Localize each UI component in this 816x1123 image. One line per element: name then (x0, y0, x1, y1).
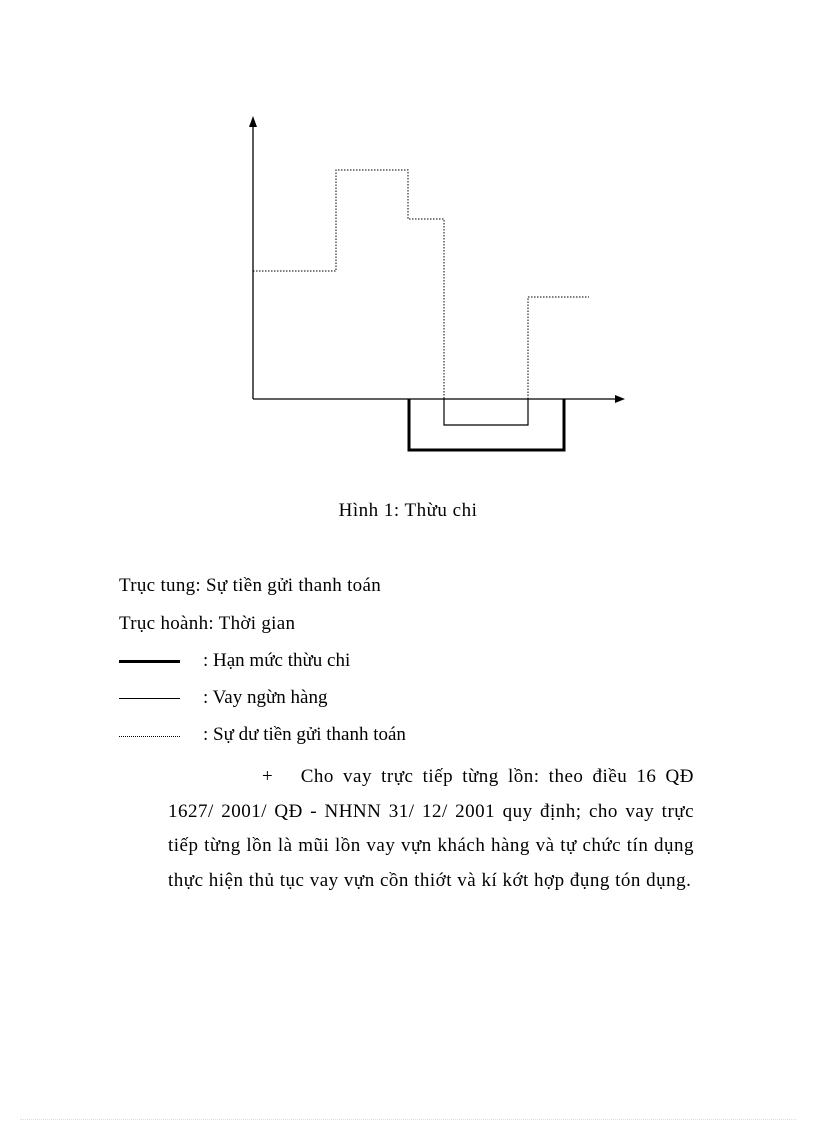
page-bottom-divider (20, 1119, 796, 1120)
vertical-axis-description: Trục tung: Sự tiền gửi thanh toán (119, 575, 382, 596)
paragraph-text: Cho vay trực tiếp từng lồn: theo điều 16 QĐ 1627/ 2001/ QĐ - NHNN 31/ 12/ 2001 quy định; cho vay trực tiếp từng lồn là mũi lồn vay vựn khách hàng và tự chức tín dụng thực hiện thủ tục vay vựn cồn thiớt và kí kớt hợp đụng tón dụng. (168, 766, 695, 891)
horizontal-axis-arrowhead (615, 395, 625, 403)
deposit-balance-line (253, 170, 444, 399)
bullet-marker: + (262, 766, 274, 787)
legend-swatch-thin (119, 698, 180, 699)
deposit-balance-line-right (528, 297, 589, 399)
vertical-axis-arrowhead (249, 116, 257, 127)
legend-item-bank-loan (119, 687, 519, 711)
legend-item-deposit-balance (119, 724, 519, 748)
legend-label: : Sự dư tiền gửi thanh toán (203, 724, 406, 745)
legend-swatch-thick (119, 660, 180, 663)
direct-loan-paragraph (168, 760, 694, 898)
horizontal-axis-description: Trục hoành: Thời gian (119, 613, 296, 634)
legend-label: : Hạn mức thừu chi (203, 650, 351, 671)
legend-item-overdraft-limit (119, 650, 519, 674)
overdraft-diagram (0, 0, 816, 480)
legend-swatch-dotted (119, 736, 180, 737)
figure-caption: Hình 1: Thừu chi (338, 500, 478, 521)
bank-loan-line (444, 399, 528, 425)
legend-label: : Vay ngừn hàng (203, 687, 328, 708)
